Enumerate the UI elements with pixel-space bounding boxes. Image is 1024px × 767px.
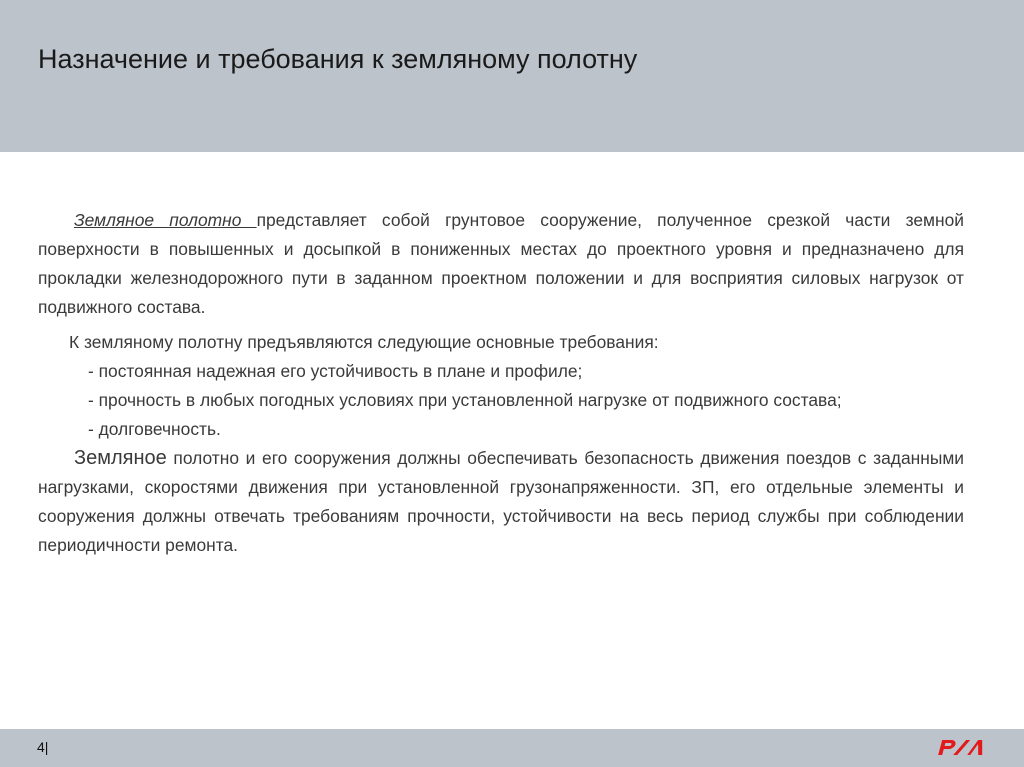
requirement-item: - прочность в любых погодных условиях при установленной нагрузке от подвижного состава; — [88, 390, 842, 410]
slide-footer — [0, 729, 1024, 767]
rzd-logo-icon — [934, 737, 988, 759]
safety-text: полотно и его сооружения должны обеспечивать безопасность движения поездов с заданными нагрузками, скоростями движения при установленной грузонапряженности. ЗП, его отдельные элементы и сооружения должны отвечать требованиям прочности, устойчивости на весь период службы при соблюдении периодичности ремонта. — [38, 448, 964, 555]
slide-title: Назначение и требования к земляному полотну — [38, 44, 638, 74]
safety-paragraph — [38, 444, 964, 560]
slide-header — [0, 0, 1024, 152]
requirements-intro: К земляному полотну предъявляются следующие основные требования: — [69, 332, 659, 352]
page-number: 4| — [37, 739, 49, 755]
definition-text: представляет собой грунтовое сооружение, полученное срезкой части земной поверхности в повышенных и досыпкой в пониженных местах до проектного уровня и предназначено для прокладки железнодорожного пути в заданном проектном положении и для восприятия силовых нагрузок от подвижного состава. — [38, 210, 964, 317]
requirement-item: - постоянная надежная его устойчивость в плане и профиле; — [88, 361, 583, 381]
slide-body — [38, 206, 964, 560]
term-highlight: Земляное полотно — [74, 210, 257, 230]
definition-paragraph — [38, 206, 964, 322]
term-large: Земляное — [74, 447, 167, 469]
requirement-item: - долговечность. — [88, 419, 221, 439]
